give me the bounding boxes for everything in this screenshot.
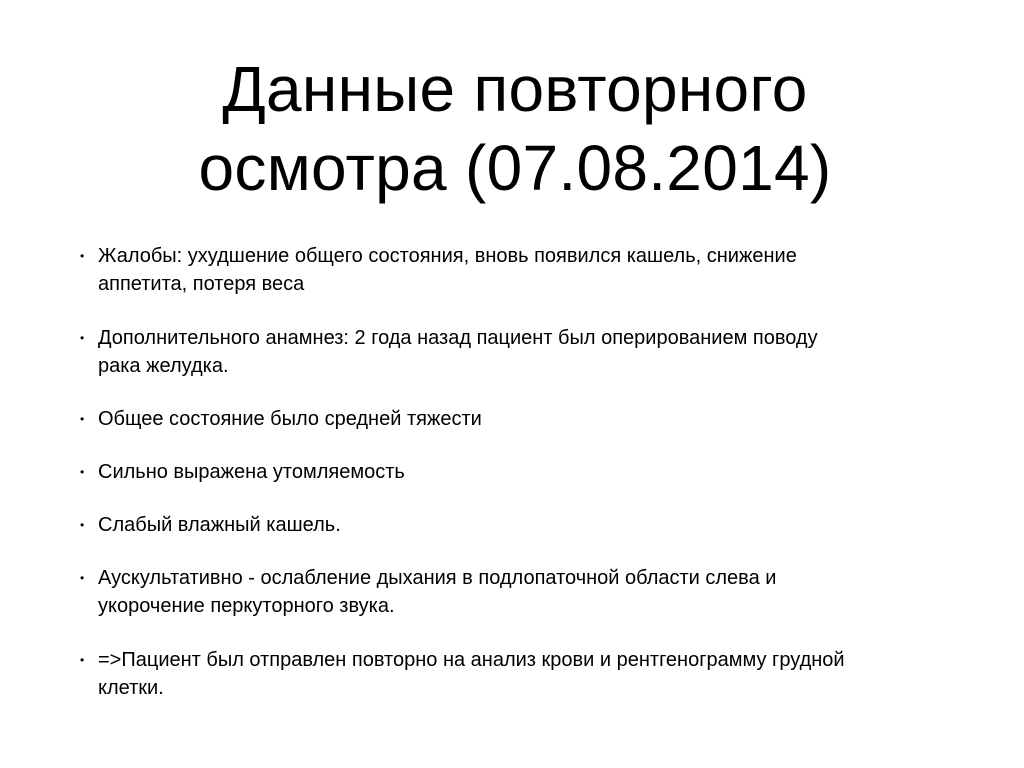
bullet-text: Сильно выражена утомляемость <box>98 461 405 483</box>
slide-title-line-1: Данные повторного <box>222 53 808 125</box>
bullet-dot-icon: • <box>80 249 85 263</box>
bullet-text: =>Пациент был отправлен повторно на анализ крови и рентгенограмму грудной клетки. <box>98 649 845 699</box>
bullet-dot-icon: • <box>80 571 85 585</box>
bullet-text: Жалобы: ухудшение общего состояния, вновь появился кашель, снижение аппетита, потеря веса <box>98 245 797 295</box>
bullet-dot-icon: • <box>80 518 85 532</box>
bullet-text: Аускультативно - ослабление дыхания в подлопаточной области слева и укорочение перкуторного звука. <box>98 567 777 617</box>
bullet-fatigue <box>78 458 978 486</box>
bullet-auscultation <box>78 564 978 620</box>
bullet-anamnesis <box>78 324 978 380</box>
bullet-list <box>78 242 978 702</box>
bullet-referral <box>78 646 978 702</box>
slide-title <box>150 50 880 208</box>
bullet-dot-icon: • <box>80 331 85 345</box>
bullet-text: Общее состояние было средней тяжести <box>98 408 482 430</box>
bullet-dot-icon: • <box>80 412 85 426</box>
bullet-dot-icon: • <box>80 465 85 479</box>
bullet-text: Дополнительного анамнез: 2 года назад пациент был оперированием поводу рака желудка. <box>98 327 818 377</box>
bullet-complaints <box>78 242 978 298</box>
slide-title-line-2: осмотра (07.08.2014) <box>198 132 832 204</box>
bullet-general-state <box>78 405 978 433</box>
bullet-cough <box>78 511 978 539</box>
bullet-dot-icon: • <box>80 653 85 667</box>
bullet-text: Слабый влажный кашель. <box>98 514 341 536</box>
